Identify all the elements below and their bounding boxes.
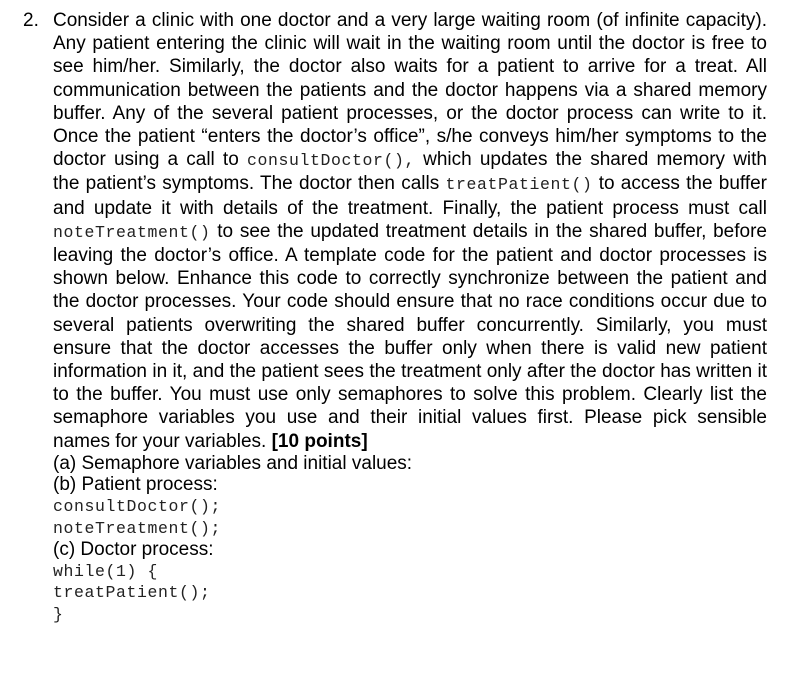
patient-code-line: noteTreatment(); — [53, 518, 222, 538]
question-text-part-3: to access the buffer and update it with details of the treatment. Finally, the patient process must call — [53, 173, 767, 219]
points-label: [10 points] — [271, 430, 368, 452]
doctor-code-line: } — [53, 605, 64, 625]
question-text-part-2: which updates the shared memory with the patient’s symptoms. The doctor then calls — [53, 149, 768, 195]
doctor-code-line: treatPatient(); — [53, 583, 211, 603]
question-text-part-1: Consider a clinic with one doctor and a very large waiting room (of infinite capacity). Any patient entering the clinic will wait in the waiting room until the doctor is free to see him/her. Similarly, the doctor also waits for a patient to arrive for a treat. All communication between the patients and the doctor happens via a shared memory buffer. Any of the several patient processes, or the doctor process can write to it. Once the patient “enters the doctor’s office”, s/he conveys him/her symptoms to the doctor using a call to — [53, 10, 767, 171]
part-b-label: (b) Patient process: — [53, 474, 218, 496]
code-note-treatment: noteTreatment() — [53, 222, 211, 242]
question-number: 2. — [23, 10, 39, 31]
code-treat-patient: treatPatient() — [445, 175, 593, 195]
part-c-label: (c) Doctor process: — [53, 539, 214, 561]
part-a-label: (a) Semaphore variables and initial values: — [53, 452, 413, 474]
question-content — [53, 9, 767, 626]
question-text — [53, 9, 767, 453]
question-2 — [23, 9, 767, 626]
doctor-code-line: while(1) { — [53, 561, 159, 581]
code-consult-doctor: consultDoctor(), — [246, 151, 415, 171]
patient-code-line: consultDoctor(); — [53, 497, 222, 517]
question-text-part-4: to see the updated treatment details in the shared buffer, before leaving the doctor’s office. A template code for the patient and doctor processes is shown below. Enhance this code to correctly synchronize between the patient and the doctor processes. Your code should ensure that no race conditions occur due to several patients overwriting the shared buffer concurrently. Similarly, you must ensure that the doctor accesses the buffer only when there is valid new patient information in it, and the patient sees the treatment only after the doctor has written it to the buffer. You must use only semaphores to solve this problem. Clearly list the semaphore variables you use and their initial values first. Please pick sensible names for your variables. — [53, 220, 767, 452]
